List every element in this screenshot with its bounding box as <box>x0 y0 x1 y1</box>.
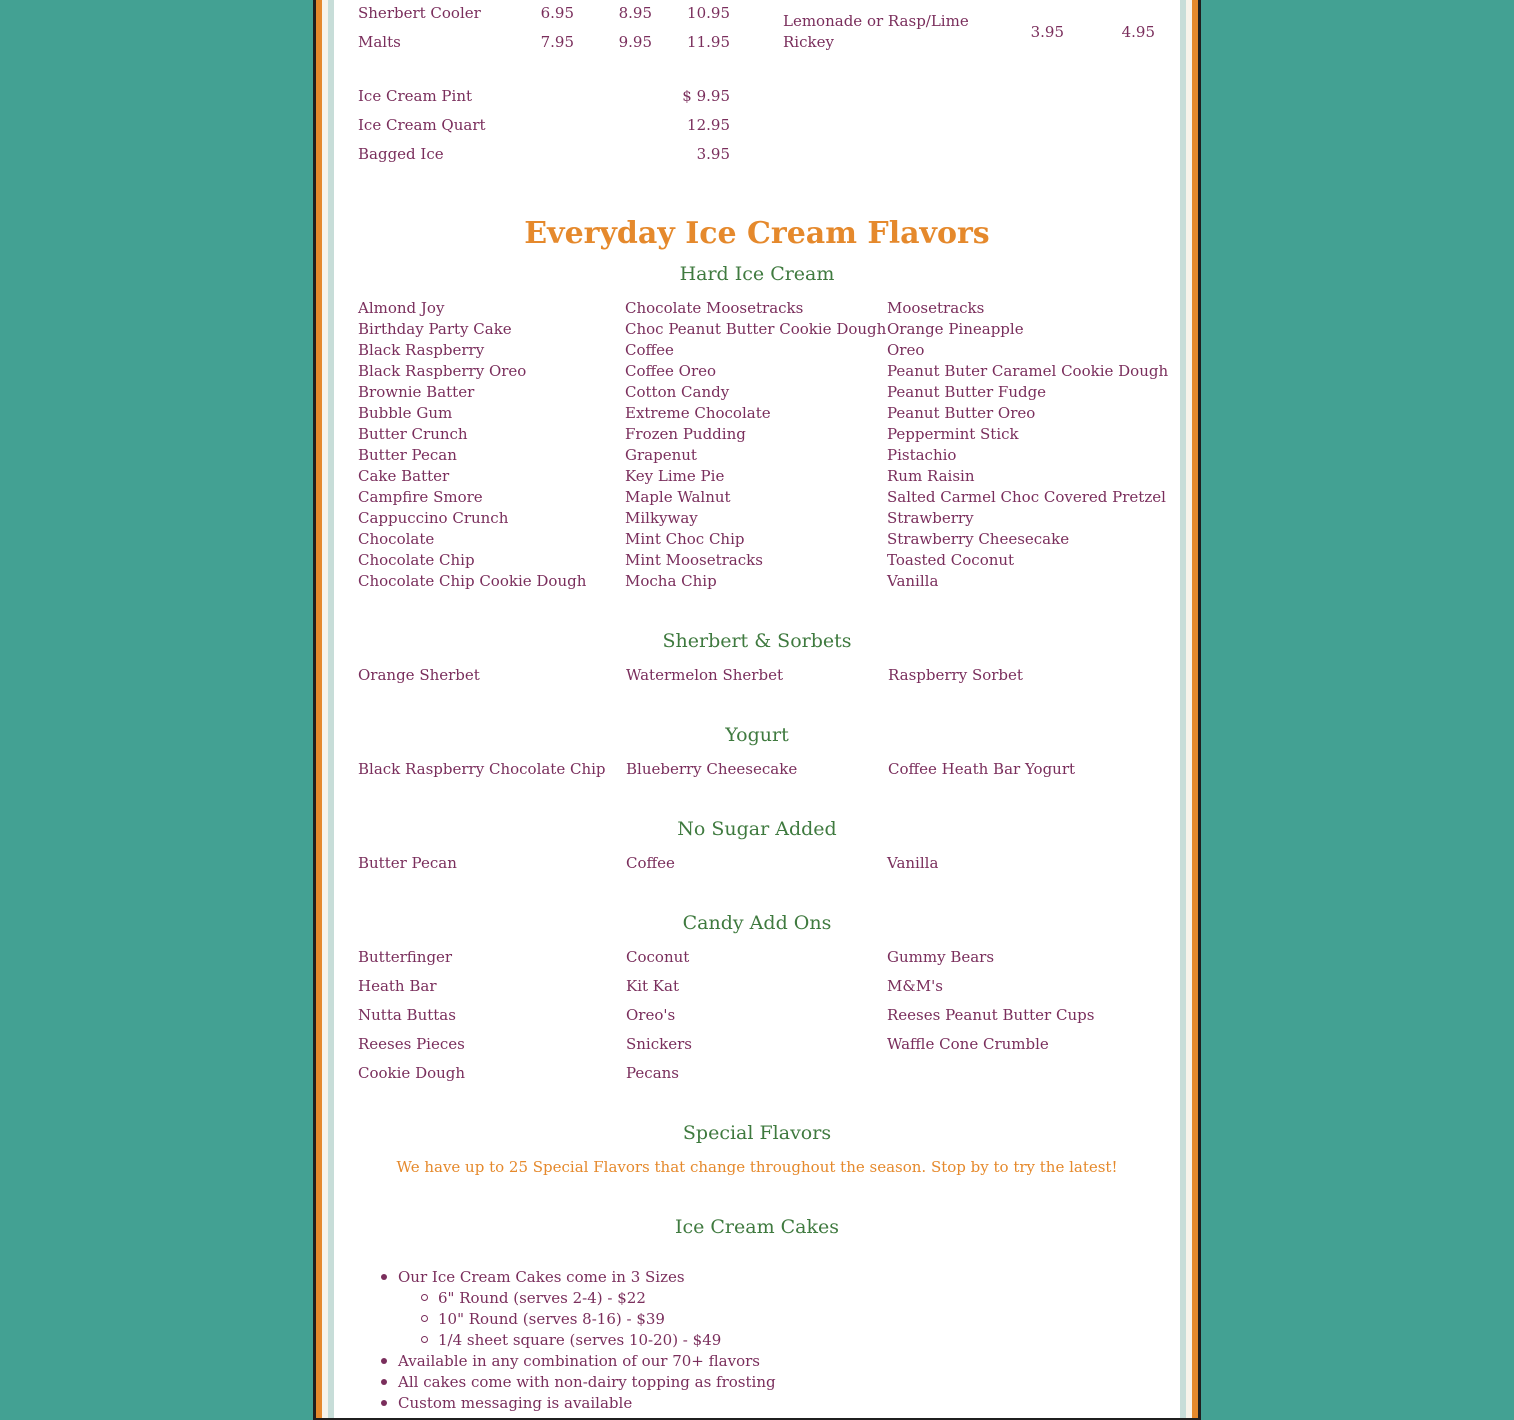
section-title-no-sugar: No Sugar Added <box>677 818 837 840</box>
bullet-icon <box>381 1358 387 1364</box>
bullet-icon <box>421 1336 428 1343</box>
flavor-item: Moosetracks <box>887 299 985 317</box>
flavor-item: Butter Pecan <box>358 446 457 464</box>
flavor-item: Maple Walnut <box>625 488 731 506</box>
cake-size-item: 1/4 sheet square (serves 10-20) - $49 <box>438 1331 722 1349</box>
flavor-item: Peanut Butter Oreo <box>887 404 1036 422</box>
flavor-item: Strawberry Cheesecake <box>887 530 1070 548</box>
flavor-item: Vanilla <box>887 854 939 872</box>
flavor-item: Reeses Pieces <box>358 1035 465 1053</box>
menu-item-price: 6.95 <box>540 4 574 22</box>
menu-item-price: 10.95 <box>687 4 730 22</box>
flavor-item: Watermelon Sherbet <box>626 666 783 684</box>
flavor-item: Cookie Dough <box>358 1064 466 1082</box>
menu-item-name: Sherbert Cooler <box>358 4 481 22</box>
flavor-item: Peppermint Stick <box>887 425 1019 443</box>
menu-item-price: 4.95 <box>1121 23 1155 41</box>
flavor-item: Chocolate Chip <box>358 551 475 569</box>
bullet-icon <box>421 1315 428 1322</box>
flavor-item: Peanut Buter Caramel Cookie Dough <box>887 362 1169 380</box>
right-inner-border <box>1180 0 1186 1418</box>
flavor-item: Black Raspberry Chocolate Chip <box>358 760 606 778</box>
section-title-yogurt: Yogurt <box>725 724 789 746</box>
flavor-item: Heath Bar <box>358 977 437 995</box>
flavor-item: Chocolate Chip Cookie Dough <box>358 572 587 590</box>
cake-info-item: All cakes come with non-dairy topping as frosting <box>398 1373 776 1391</box>
flavor-item: Grapenut <box>625 446 697 464</box>
cake-info-item: Available in any combination of our 70+ flavors <box>398 1352 760 1370</box>
menu-item-price: $ 9.95 <box>682 87 730 105</box>
menu-item-name-cont: Rickey <box>783 33 834 51</box>
flavor-item: Oreo's <box>626 1006 676 1024</box>
menu-item-price: 12.95 <box>687 116 730 134</box>
flavor-item: Butter Crunch <box>358 425 468 443</box>
menu-item-name: Bagged Ice <box>358 145 444 163</box>
flavor-item: Nutta Buttas <box>358 1006 456 1024</box>
page-title: Everyday Ice Cream Flavors <box>524 216 990 251</box>
special-flavors-note: We have up to 25 Special Flavors that change throughout the season. Stop by to try the latest! <box>396 1158 1118 1176</box>
cake-info-item: Custom messaging is available <box>398 1394 633 1412</box>
flavor-item: Pecans <box>626 1064 679 1082</box>
menu-item-name: Lemonade or Rasp/Lime <box>783 12 969 30</box>
section-title-candy: Candy Add Ons <box>682 912 832 934</box>
flavor-item: Cappuccino Crunch <box>358 509 509 527</box>
flavor-item: Salted Carmel Choc Covered Pretzel <box>887 488 1166 506</box>
flavor-item: Milkyway <box>625 509 698 527</box>
flavor-item: Chocolate Moosetracks <box>625 299 804 317</box>
flavor-item: Kit Kat <box>626 977 679 995</box>
flavor-item: Blueberry Cheesecake <box>626 760 798 778</box>
menu-item-price: 3.95 <box>1030 23 1064 41</box>
cake-info-item: Our Ice Cream Cakes come in 3 Sizes <box>398 1268 685 1286</box>
flavor-item: Brownie Batter <box>358 383 475 401</box>
flavor-item: Toasted Coconut <box>887 551 1015 569</box>
flavor-item: Campfire Smore <box>358 488 483 506</box>
flavor-item: Orange Pineapple <box>887 320 1024 338</box>
flavor-item: Coffee <box>625 341 674 359</box>
menu-item-price: 7.95 <box>540 33 574 51</box>
bullet-icon <box>381 1400 387 1406</box>
bullet-icon <box>421 1294 428 1301</box>
flavor-item: Pistachio <box>887 446 957 464</box>
flavor-item: Black Raspberry <box>358 341 485 359</box>
section-title-special: Special Flavors <box>682 1122 832 1144</box>
flavor-item: Butterfinger <box>358 948 453 966</box>
flavor-item: Extreme Chocolate <box>625 404 771 422</box>
flavor-item: Mocha Chip <box>625 572 717 590</box>
flavor-item: Peanut Butter Fudge <box>887 383 1047 401</box>
flavor-item: Coffee Oreo <box>625 362 717 380</box>
flavor-item: Bubble Gum <box>358 404 453 422</box>
flavor-item: Snickers <box>626 1035 692 1053</box>
flavor-item: M&M's <box>887 977 943 995</box>
flavor-item: Key Lime Pie <box>625 467 725 485</box>
flavor-item: Gummy Bears <box>887 948 995 966</box>
flavor-item: Orange Sherbet <box>358 666 480 684</box>
flavor-item: Vanilla <box>887 572 939 590</box>
cake-size-item: 10" Round (serves 8-16) - $39 <box>438 1310 665 1328</box>
menu-item-name: Ice Cream Pint <box>358 87 473 105</box>
flavor-item: Reeses Peanut Butter Cups <box>887 1006 1095 1024</box>
flavor-item: Cotton Candy <box>625 383 730 401</box>
menu-item-price: 3.95 <box>696 145 730 163</box>
section-title-sherbert: Sherbert & Sorbets <box>662 630 852 652</box>
flavor-item: Mint Moosetracks <box>625 551 763 569</box>
menu-page <box>334 0 1180 1418</box>
flavor-item: Rum Raisin <box>887 467 975 485</box>
flavor-item: Black Raspberry Oreo <box>358 362 527 380</box>
menu-item-name: Malts <box>358 33 401 51</box>
flavor-item: Frozen Pudding <box>625 425 746 443</box>
flavor-item: Cake Batter <box>358 467 450 485</box>
flavor-item: Raspberry Sorbet <box>888 666 1023 684</box>
section-title-cakes: Ice Cream Cakes <box>674 1216 840 1238</box>
flavor-item: Choc Peanut Butter Cookie Dough <box>625 320 887 338</box>
flavor-item: Coffee <box>626 854 675 872</box>
flavor-item: Chocolate <box>358 530 435 548</box>
flavor-item: Mint Choc Chip <box>625 530 745 548</box>
flavor-item: Birthday Party Cake <box>358 320 512 338</box>
flavor-item: Butter Pecan <box>358 854 457 872</box>
flavor-item: Waffle Cone Crumble <box>887 1035 1049 1053</box>
flavor-item: Almond Joy <box>358 299 445 317</box>
menu-item-price: 8.95 <box>618 4 652 22</box>
menu-item-price: 11.95 <box>687 33 730 51</box>
bullet-icon <box>381 1379 387 1385</box>
flavor-item: Oreo <box>887 341 925 359</box>
flavor-item: Coffee Heath Bar Yogurt <box>888 760 1076 778</box>
menu-item-name: Ice Cream Quart <box>358 116 486 134</box>
menu-item-price: 9.95 <box>618 33 652 51</box>
flavor-item: Coconut <box>626 948 690 966</box>
bullet-icon <box>381 1274 387 1280</box>
section-title-hard: Hard Ice Cream <box>679 263 835 285</box>
cake-size-item: 6" Round (serves 2-4) - $22 <box>438 1289 646 1307</box>
flavor-item: Strawberry <box>887 509 974 527</box>
